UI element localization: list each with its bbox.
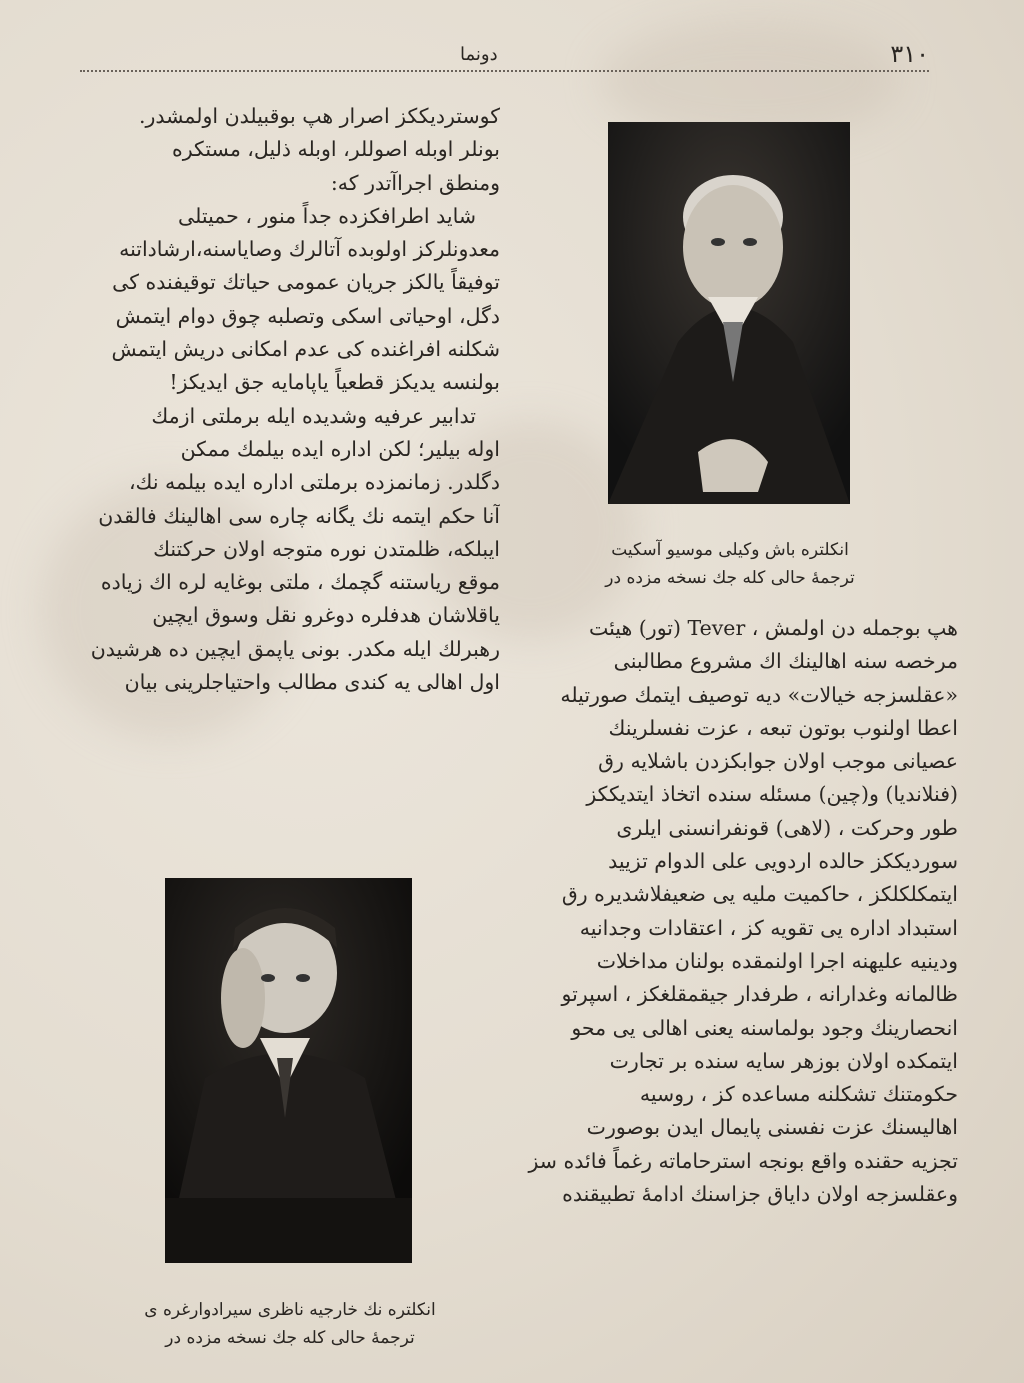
text-line: طور وحركت ، (لاهی) قونفرانسنی ایلری (616, 815, 958, 840)
text-line: (فنلاندیا) و(چین) مسئله سنده اتخاذ ایتدیككز (586, 782, 958, 807)
text-line: شكلنه افراغنده كی عدم امكانی دریش ایتمش (111, 337, 500, 362)
text-line: بولنسه یدیكز قطعیاً یاپامایه جق ایدیكز! (169, 370, 500, 395)
text-line: عصیانی موجب اولان جوابكزدن باشلایه رق (598, 749, 958, 774)
text-line: دگلدر. زمانمزده برملتی اداره ایده بیلمه نك، (128, 470, 500, 495)
text-line: «عقلسزجه خیالات» دیه توصیف ایتمك صورتیله (560, 682, 958, 707)
text-line: كوستردیككز اصرار هپ بوقبیلدن اولمشدر. (138, 104, 500, 128)
right-text-column (520, 612, 958, 1211)
portrait-illustration (165, 878, 412, 1263)
text-line: یاقلاشان هدفلره دوغرو نقل وسوق ایچین (152, 603, 500, 628)
text-line: آنا حكم ایتمه نك یگانه چاره سی اهالینك فالقدن (98, 503, 500, 528)
page-header (80, 40, 929, 80)
text-line: انحصارینك وجود بولماسنه یعنی اهالی یی محو (571, 1015, 958, 1040)
text-line: ایتمكلكلكز ، حاكمیت ملیه یی ضعیفلاشدیره رق (561, 882, 958, 907)
text-line: ومنطق اجراآتدر كه: (330, 170, 500, 195)
text-line: اوله بیلیر؛ لكن اداره ایده بیلمك ممكن (180, 436, 500, 461)
text-line: شاید اطرافكزده جداً منور ، حمیتلی (178, 203, 476, 228)
text-line: هپ بوجمله دن اولمش ، Tever (تور) هیئت (588, 616, 958, 640)
page-number: ٣١٠ (890, 40, 929, 68)
caption-note: ترجمهٔ حالی كله جك نسخه مزده در (605, 568, 855, 588)
caption-bottom-photo (140, 1296, 440, 1352)
portrait-illustration (608, 122, 850, 504)
left-text-column (70, 100, 500, 699)
text-line: ایتمكده اولان بوزهر سایه سنده بر تجارت (609, 1048, 958, 1073)
text-line: حكومتنك تشكلنه مساعده كز ، روسیه (639, 1082, 958, 1107)
text-line: اعطا اولنوب بوتون تبعه ، عزت نفسلرینك (608, 715, 958, 740)
text-line: بونلر اوبله اصوللر، اوبله ذلیل، مستكره (171, 137, 500, 162)
text-line: مرخصه سنه اهالینك اك مشروع مطالبنی (613, 649, 958, 674)
text-line: استبداد اداره یی تقویه كز ، اعتقادات وجدانیه (579, 915, 958, 940)
caption-note: ترجمهٔ حالی كله جك نسخه مزده در (165, 1328, 415, 1348)
text-line: معدونلركز اولوبده آتالرك وصایاسنه،ارشاداتنه (119, 237, 500, 262)
text-line: دگل، اوحیاتی اسكی وتصلبه چوق دوام ایتمش (115, 303, 500, 328)
text-line: تجزیه حقنده واقع بونجه استرحاماته رغماً فائده سز (528, 1148, 958, 1173)
text-line: ودینیه علیهنه اجرا اولنمقده بولنان مداخلات (596, 948, 958, 973)
text-line: ظالمانه وغدارانه ، طرفدار جیقمقلغكز ، اسپرتو (561, 982, 958, 1007)
caption-name: انكلتره باش وكیلی موسیو آسكیت (611, 540, 849, 560)
text-line: تدابیر عرفیه وشدیده ایله برملتی ازمك (151, 403, 476, 428)
caption-top-photo (600, 536, 860, 592)
portrait-photo-grey (165, 878, 412, 1263)
text-line: رهبرلك ایله مكدر. بونی یاپمق ایچین ده هرشیدن (90, 636, 500, 661)
text-line: اول اهالی یه كندی مطالب واحتیاجلرینی بیان (124, 670, 500, 695)
text-line: ایبلكه، ظلمتدن نوره متوجه اولان حركتنك (153, 536, 500, 561)
text-line: اهالیسنك عزت نفسنی پایمال ایدن بوصورت (586, 1115, 958, 1140)
header-rule (80, 70, 929, 72)
journal-title: دونما (460, 44, 498, 65)
text-line: وعقلسزجه اولان دایاق جزاسنك ادامهٔ تطبیقنده (562, 1182, 958, 1207)
text-line: سوردیككز حالده اردویی علی الدوام تزیید (608, 849, 958, 874)
portrait-photo-asquith (608, 122, 850, 504)
text-line: توفیقاً یالكز جریان عمومی حیاتك توقیفنده كی (112, 270, 500, 295)
caption-name: انكلتره نك خارجیه ناظری سیرادوارغره ی (144, 1300, 436, 1320)
text-line: موقع ریاستنه گچمك ، ملتی بوغایه لره اك زیاده (100, 570, 500, 595)
